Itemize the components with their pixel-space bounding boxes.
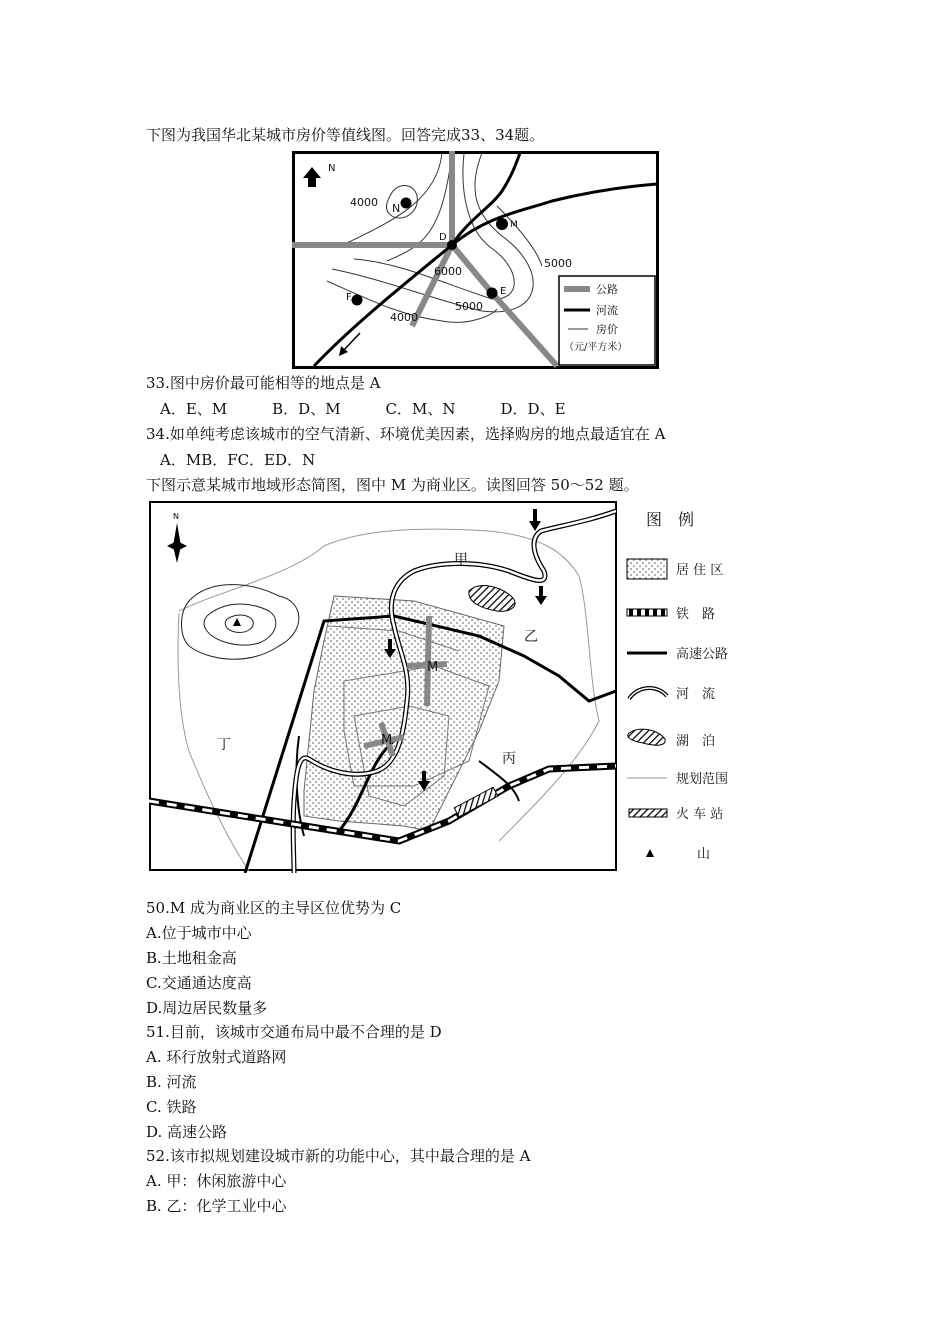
legend-unit-label: （元/平方米） bbox=[564, 342, 628, 353]
q50-option-d: D.周边居民数量多 bbox=[146, 999, 268, 1017]
q50-option-c: C.交通通达度高 bbox=[146, 974, 252, 992]
legend-mountain: 山 bbox=[697, 847, 711, 862]
legend-title: 图 例 bbox=[646, 510, 695, 529]
question-33-options: A．E、M B．D、M C．M、N D．D、E bbox=[160, 400, 566, 418]
point-e-label: E bbox=[500, 286, 507, 297]
m-label-1: M bbox=[427, 660, 439, 675]
area-ding-label: 丁 bbox=[217, 737, 231, 753]
q50-option-b: B.土地租金高 bbox=[146, 949, 237, 967]
area-yi-label: 乙 bbox=[524, 629, 538, 645]
contour-label-4000-b: 4000 bbox=[390, 311, 418, 324]
legend-lake: 湖 泊 bbox=[676, 734, 716, 749]
q52-option-a: A. 甲：休闲旅游中心 bbox=[146, 1172, 287, 1190]
legend-residential: 居 住 区 bbox=[676, 563, 724, 578]
contour-label-5000-b: 5000 bbox=[455, 300, 483, 313]
north-label: N bbox=[328, 163, 336, 174]
legend-railway: 铁 路 bbox=[676, 607, 716, 622]
north-label-2: N bbox=[173, 512, 179, 521]
question-33: 33.图中房价最可能相等的地点是 A bbox=[146, 374, 381, 392]
area-jia-label: 甲 bbox=[454, 552, 468, 568]
legend-river-label: 河流 bbox=[596, 304, 618, 317]
legend-mountain-icon bbox=[646, 849, 654, 857]
area-bing-label: 丙 bbox=[502, 751, 516, 767]
intro-text-1: 下图为我国华北某城市房价等值线图。回答完成33、34题。 bbox=[146, 126, 545, 144]
intro-text-2: 下图示意某城市地域形态简图，图中 M 为商业区。读图回答 50～52 题。 bbox=[146, 476, 639, 494]
legend-train-station: 火 车 站 bbox=[676, 807, 724, 822]
point-d-label: D bbox=[439, 232, 447, 243]
point-f-label: F bbox=[346, 292, 352, 303]
legend-river: 河 流 bbox=[676, 687, 716, 702]
question-34: 34.如单纯考虑该城市的空气清新、环境优美因素，选择购房的地点最适宜在 A bbox=[146, 425, 666, 443]
contour-label-6000: 6000 bbox=[434, 265, 462, 278]
q50-option-a: A.位于城市中心 bbox=[146, 924, 252, 942]
contour-label-5000-a: 5000 bbox=[544, 257, 572, 270]
question-50: 50.M 成为商业区的主导区位优势为 C bbox=[146, 899, 402, 917]
house-price-contour-map bbox=[292, 151, 659, 373]
q51-option-d: D. 高速公路 bbox=[146, 1123, 228, 1141]
city-form-map bbox=[149, 501, 749, 877]
legend-highway: 高速公路 bbox=[676, 647, 729, 662]
q51-option-a: A. 环行放射式道路网 bbox=[146, 1048, 287, 1066]
map2-legend bbox=[627, 510, 728, 862]
q52-option-b: B. 乙：化学工业中心 bbox=[146, 1197, 287, 1215]
question-52: 52.该市拟规划建设城市新的功能中心，其中最合理的是 A bbox=[146, 1147, 531, 1165]
legend-price-label: 房价 bbox=[596, 323, 618, 336]
question-34-options: A．MB．FC．ED．N bbox=[160, 451, 316, 469]
point-m-label: M bbox=[510, 220, 518, 230]
q51-option-c: C. 铁路 bbox=[146, 1098, 197, 1116]
m-label-2: M bbox=[381, 733, 393, 748]
contour-label-4000-a: 4000 bbox=[350, 196, 378, 209]
legend-road-label: 公路 bbox=[596, 283, 618, 296]
q51-option-b: B. 河流 bbox=[146, 1073, 197, 1091]
map1-legend bbox=[559, 276, 655, 365]
legend-planning-range: 规划范围 bbox=[676, 772, 729, 787]
point-n-label: N bbox=[392, 202, 401, 215]
question-51: 51.目前，该城市交通布局中最不合理的是 D bbox=[146, 1023, 442, 1041]
